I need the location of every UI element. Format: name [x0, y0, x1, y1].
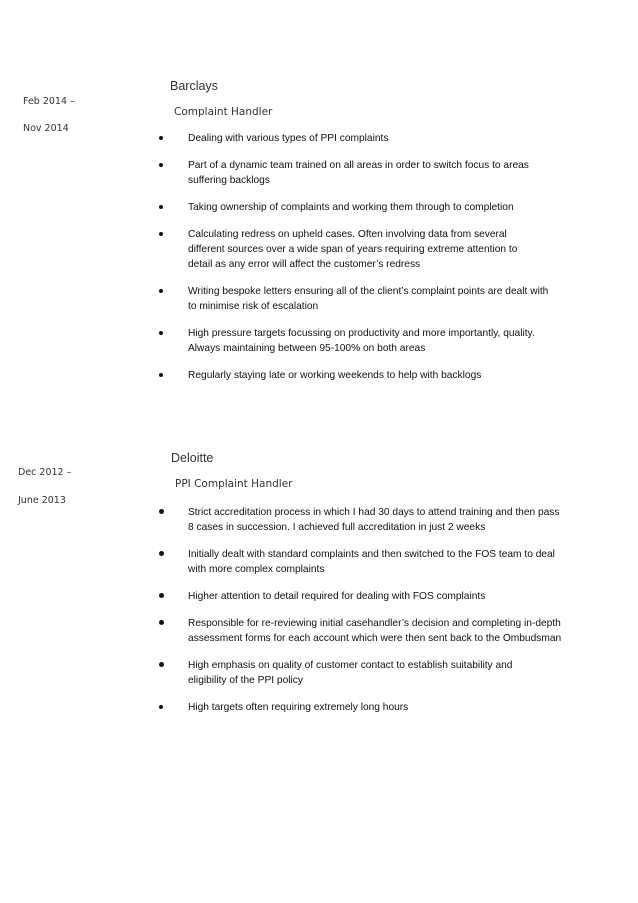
list-item: Dealing with various types of PPI complaints [172, 131, 552, 146]
bullet-icon [159, 662, 164, 667]
list-item: Strict accreditation process in which I had 30 days to attend training and then pass 8 cases in succession. I achieved full accreditation in just 2 weeks [172, 505, 563, 535]
bullet-icon [159, 551, 164, 556]
list-item: Part of a dynamic team trained on all areas in order to switch focus to areas suffering backlogs [172, 158, 558, 188]
list-item: Responsible for re-reviewing initial casehandler’s decision and completing in-depth assessment forms for each account which were then sent back to the Ombudsman [172, 616, 566, 646]
bullet-icon [159, 205, 163, 209]
list-item: Initially dealt with standard complaints and then switched to the FOS team to deal with more complex complaints [172, 547, 563, 577]
bullet-icon [159, 509, 164, 514]
bullet-icon [159, 136, 163, 140]
job-date-end: June 2013 [18, 495, 66, 506]
bullet-icon [159, 620, 164, 625]
bullet-icon [159, 331, 163, 335]
list-item: Higher attention to detail required for dealing with FOS complaints [172, 589, 552, 604]
job-bullet-list [172, 505, 562, 727]
list-item: High pressure targets focussing on productivity and more importantly, quality. Always maintaining between 95-100% on both areas [172, 326, 552, 356]
job-role: Complaint Handler [174, 106, 273, 118]
bullet-icon [159, 373, 163, 377]
list-item: High emphasis on quality of customer contact to establish suitability and eligibility of the PPI policy [172, 658, 548, 688]
bullet-icon [159, 232, 163, 236]
list-item: High targets often requiring extremely long hours [172, 700, 552, 715]
bullet-icon [159, 289, 163, 293]
job-date-start: Dec 2012 – [18, 467, 72, 478]
bullet-icon [159, 593, 164, 598]
job-date-start: Feb 2014 – [23, 96, 75, 107]
list-item: Calculating redress on upheld cases. Often involving data from several different sources over a wide span of years requiring extreme attention to detail as any error will affect the customer’s redress [172, 227, 543, 272]
job-role: PPI Complaint Handler [175, 478, 293, 490]
bullet-icon [159, 705, 163, 709]
list-item: Regularly staying late or working weekends to help with backlogs [172, 368, 552, 383]
job-bullet-list [172, 131, 552, 395]
list-item: Taking ownership of complaints and working them through to completion [172, 200, 552, 215]
job-company: Deloitte [171, 451, 214, 465]
list-item: Writing bespoke letters ensuring all of the client’s complaint points are dealt with to minimise risk of escalation [172, 284, 558, 314]
bullet-icon [159, 163, 163, 167]
job-date-end: Nov 2014 [23, 123, 69, 134]
job-company: Barclays [170, 79, 218, 93]
